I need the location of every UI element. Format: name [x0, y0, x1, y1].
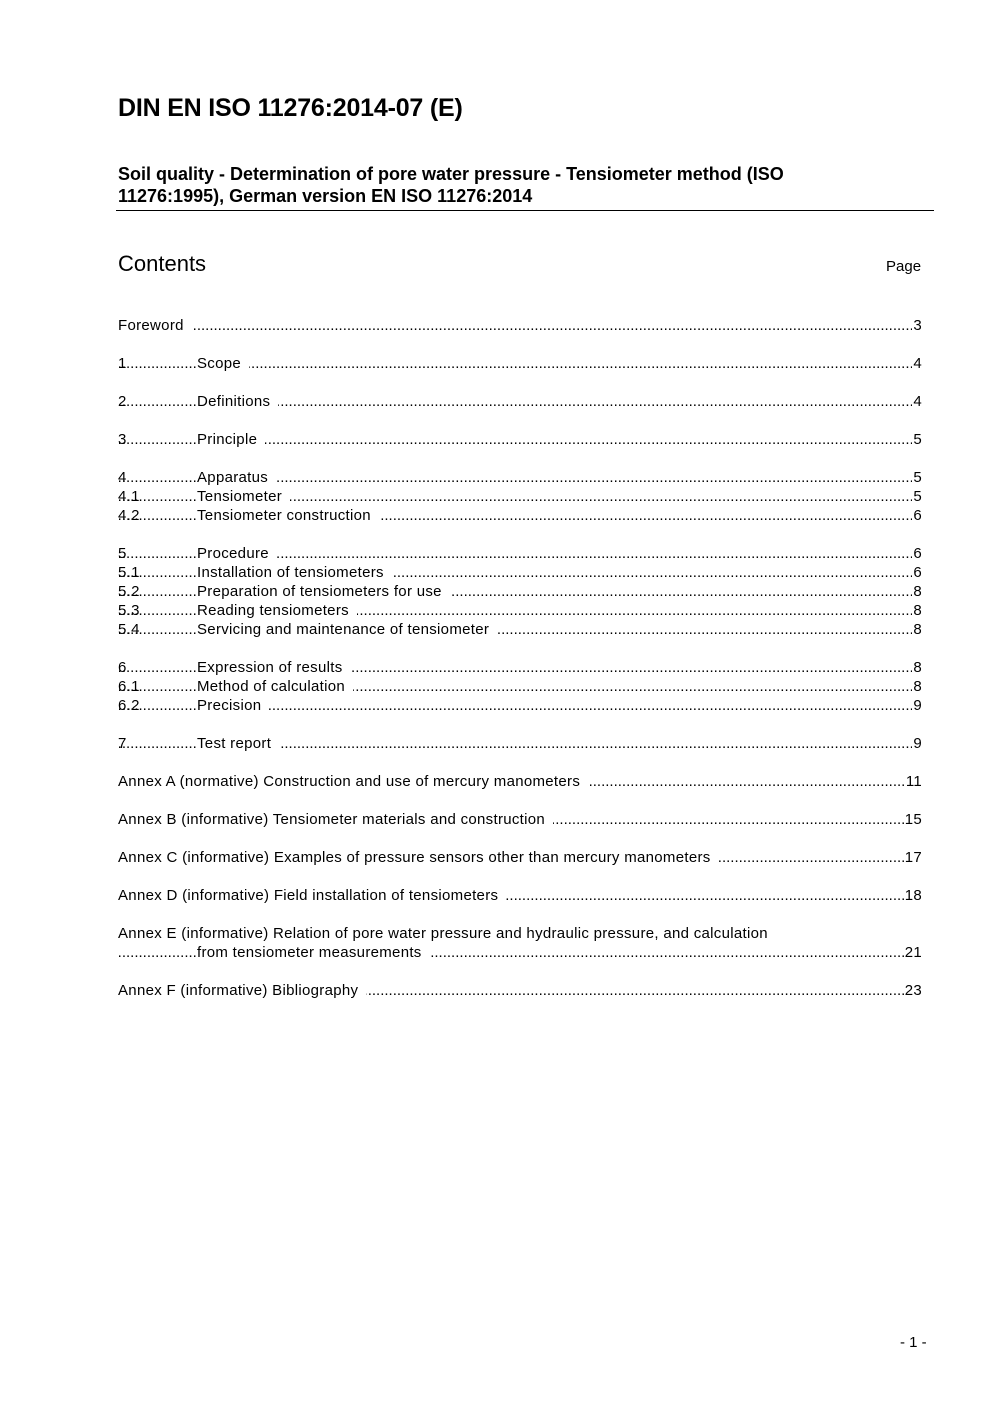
toc-title: Method of calculation [197, 677, 353, 696]
toc-number: 6.2 [118, 697, 140, 714]
toc-leader [118, 316, 922, 335]
toc-number: 7 [118, 735, 127, 752]
toc-page: 6 [913, 545, 922, 562]
toc-title: Precision [197, 696, 269, 715]
contents-heading: Contents [118, 251, 207, 276]
toc-page: 5 [913, 469, 922, 486]
toc-title-continued: from tensiometer measurements [197, 943, 430, 962]
toc-entry-annex-c[interactable] [118, 848, 922, 867]
toc-page: 8 [913, 583, 922, 600]
toc-entry-2[interactable] [118, 392, 922, 411]
toc-entry-4-2[interactable] [118, 506, 922, 525]
title-rule [116, 210, 934, 211]
toc-number: 5.4 [118, 621, 140, 638]
toc-entry-1[interactable] [118, 354, 922, 373]
toc-page: 6 [913, 564, 922, 581]
toc-page: 18 [904, 887, 922, 904]
toc-page: 23 [904, 982, 922, 999]
toc-title: Tensiometer [197, 487, 290, 506]
toc-page: 5 [913, 488, 922, 505]
toc-page: 3 [913, 317, 922, 334]
toc-title: Procedure [197, 544, 277, 563]
toc-page: 21 [904, 944, 922, 961]
toc-entry-6[interactable] [118, 658, 922, 677]
toc-title: Annex E (informative) Relation of pore water pressure and hydraulic pressure, and calculation [118, 924, 776, 943]
toc-entry-4-1[interactable] [118, 487, 922, 506]
toc-entry-4[interactable] [118, 468, 922, 487]
toc-entry-annex-e-line2[interactable] [118, 943, 922, 962]
toc-entry-6-1[interactable] [118, 677, 922, 696]
toc-page: 15 [904, 811, 922, 828]
toc-page: 6 [913, 507, 922, 524]
toc-page: 4 [913, 393, 922, 410]
toc-title: Annex C (informative) Examples of pressure sensors other than mercury manometers [118, 848, 719, 867]
toc-entry-annex-e-line1[interactable] [118, 924, 922, 943]
toc-entry-annex-f[interactable] [118, 981, 922, 1000]
toc-title: Reading tensiometers [197, 601, 357, 620]
toc-number: 6.1 [118, 678, 140, 695]
toc-entry-annex-a[interactable] [118, 772, 922, 791]
toc-number: 6 [118, 659, 127, 676]
toc-page: 8 [913, 659, 922, 676]
toc-number: 4 [118, 469, 127, 486]
toc-title: Tensiometer construction [197, 506, 379, 525]
document-id: DIN EN ISO 11276:2014-07 (E) [118, 94, 463, 122]
toc-page: 5 [913, 431, 922, 448]
toc-title: Annex B (informative) Tensiometer materials and construction [118, 810, 553, 829]
toc-title: Expression of results [197, 658, 351, 677]
page-column-heading: Page [886, 258, 922, 275]
toc-page: 4 [913, 355, 922, 372]
toc-page: 8 [913, 602, 922, 619]
toc-entry-5-4[interactable] [118, 620, 922, 639]
toc-title: Principle [197, 430, 265, 449]
toc-number: 1 [118, 355, 127, 372]
toc-title: Annex D (informative) Field installation of tensiometers [118, 886, 506, 905]
toc-number: 3 [118, 431, 127, 448]
toc-entry-foreword[interactable] [118, 316, 922, 335]
toc-number: 5 [118, 545, 127, 562]
toc-entry-annex-d[interactable] [118, 886, 922, 905]
toc-title: Test report [197, 734, 279, 753]
toc-page: 9 [913, 735, 922, 752]
toc-page: 17 [904, 849, 922, 866]
toc-entry-6-2[interactable] [118, 696, 922, 715]
toc-page: 11 [905, 773, 922, 790]
toc-title: Installation of tensiometers [197, 563, 392, 582]
toc-number: 5.3 [118, 602, 140, 619]
toc-title: Preparation of tensiometers for use [197, 582, 450, 601]
toc-title: Definitions [197, 392, 278, 411]
document-subtitle: Soil quality - Determination of pore water pressure - Tensiometer method (ISO 11276:1995), German version EN ISO 11276:2014 [118, 164, 784, 206]
toc-entry-5-1[interactable] [118, 563, 922, 582]
toc-number: 5.2 [118, 583, 140, 600]
toc-entry-3[interactable] [118, 430, 922, 449]
toc-entry-5-2[interactable] [118, 582, 922, 601]
toc-title: Scope [197, 354, 249, 373]
toc-number: 2 [118, 393, 127, 410]
toc-entry-5-3[interactable] [118, 601, 922, 620]
toc-title: Apparatus [197, 468, 276, 487]
toc-page: 8 [913, 621, 922, 638]
page-number: - 1 - [900, 1334, 927, 1351]
toc-page: 8 [913, 678, 922, 695]
toc-page: 9 [913, 697, 922, 714]
toc-number: 4.2 [118, 507, 140, 524]
toc-title: Annex A (normative) Construction and use of mercury manometers [118, 772, 588, 791]
toc-entry-5[interactable] [118, 544, 922, 563]
toc-title: Servicing and maintenance of tensiometer [197, 620, 497, 639]
table-of-contents [118, 316, 922, 1000]
toc-title: Annex F (informative) Bibliography [118, 981, 366, 1000]
toc-title: Foreword [118, 316, 192, 335]
toc-number: 5.1 [118, 564, 140, 581]
toc-entry-7[interactable] [118, 734, 922, 753]
toc-entry-annex-b[interactable] [118, 810, 922, 829]
toc-number: 4.1 [118, 488, 140, 505]
